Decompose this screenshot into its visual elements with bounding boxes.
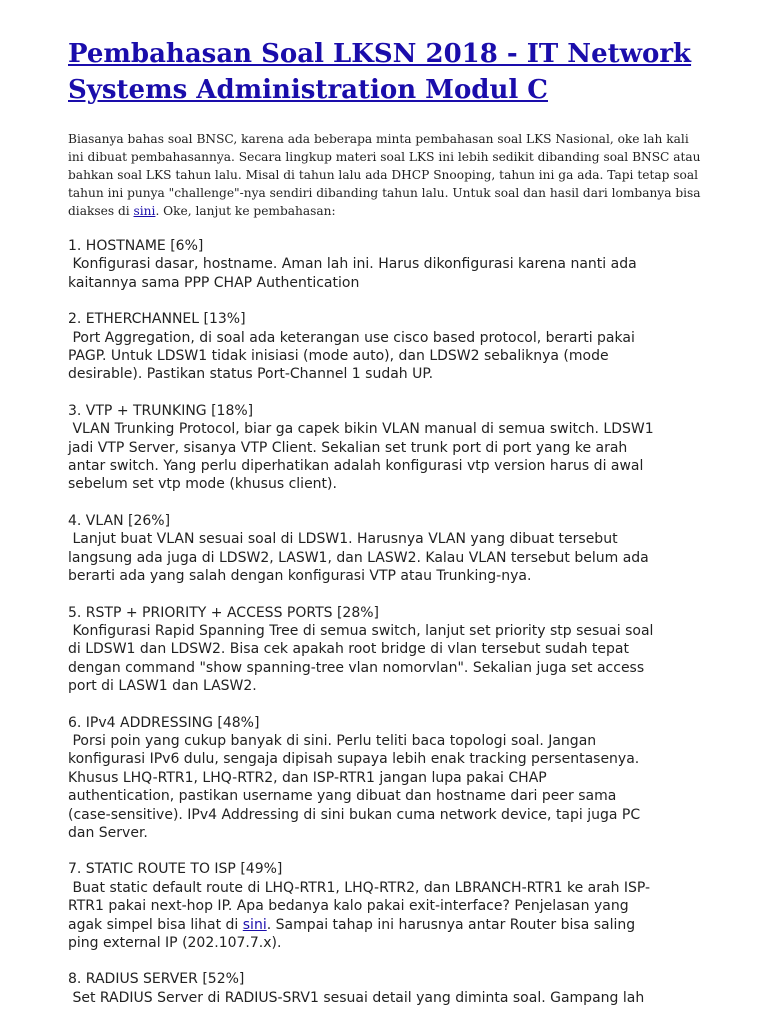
page-title xyxy=(68,36,708,108)
section-body-text: Buat static default route di LHQ-RTR1, LHQ-RTR2, dan LBRANCH-RTR1 ke arah ISP- RTR1 pakai next-hop IP. Apa bedanya kalo pakai exit-interface? Penjelasan yang agak simpel bisa lihat di xyxy=(68,879,651,933)
section-vlan xyxy=(68,512,708,586)
section-hostname xyxy=(68,237,708,292)
section-rstp xyxy=(68,604,708,696)
section-radius-server xyxy=(68,970,708,1007)
section-heading: 2. ETHERCHANNEL [13%] xyxy=(68,311,246,328)
section-heading: 5. RSTP + PRIORITY + ACCESS PORTS [28%] xyxy=(68,604,380,621)
intro-paragraph xyxy=(68,130,708,220)
intro-text: Biasanya bahas soal BNSC, karena ada beberapa minta pembahasan soal LKS Nasional, oke lah kali ini dibuat pembahasannya. Secara lingkup materi soal LKS ini lebih sedikit dibanding soal BNSC atau bahkan soal LKS tahun lalu. Misal di tahun lalu ada DHCP Snooping, tahun ini ga ada. Tapi tetap soal tahun ini punya "challenge"-nya sendiri dibanding tahun lalu. Untuk soal dan hasil dari lombanya bisa diakses di xyxy=(68,132,701,218)
section-body-text-end: . Sampai tahap ini harusnya antar Router bisa saling ping external IP (202.107.7.x). xyxy=(68,916,636,951)
section-body: Port Aggregation, di soal ada keterangan use cisco based protocol, berarti pakai PAGP. Untuk LDSW1 tidak inisiasi (mode auto), dan LDSW2 sebaliknya (mode desirable). Pastikan status Port-Channel 1 sudah UP. xyxy=(68,329,635,383)
section-body: Lanjut buat VLAN sesuai soal di LDSW1. Harusnya VLAN yang dibuat tersebut langsung ada juga di LDSW2, LASW1, dan LASW2. Kalau VLAN tersebut belum ada berarti ada yang salah dengan konfigurasi VTP atau Trunking-nya. xyxy=(68,531,649,585)
section-heading: 3. VTP + TRUNKING [18%] xyxy=(68,402,254,419)
section-body: Konfigurasi Rapid Spanning Tree di semua switch, lanjut set priority stp sesuai soal di LDSW1 dan LDSW2. Bisa cek apakah root bridge di vlan tersebut sudah tepat dengan command "show spanning-tree vlan nomorvlan". Sekalian juga set access port di LASW1 dan LASW2. xyxy=(68,622,654,695)
section-ipv4-addressing xyxy=(68,714,708,843)
section-body: Konfigurasi dasar, hostname. Aman lah ini. Harus dikonfigurasi karena nanti ada kaitannya sama PPP CHAP Authentication xyxy=(68,256,637,291)
static-route-link-sini[interactable]: sini xyxy=(242,916,267,933)
section-etherchannel xyxy=(68,310,708,384)
section-heading: 4. VLAN [26%] xyxy=(68,512,171,529)
section-heading: 1. HOSTNAME [6%] xyxy=(68,238,204,254)
section-body: Set RADIUS Server di RADIUS-SRV1 sesuai detail yang diminta soal. Gampang lah xyxy=(68,989,645,1006)
section-vtp-trunking xyxy=(68,402,708,494)
title-link[interactable]: Pembahasan Soal LKSN 2018 - IT Network Systems Administration Modul C xyxy=(68,39,692,105)
section-static-route xyxy=(68,860,708,952)
intro-link-sini[interactable]: sini xyxy=(133,204,156,218)
section-heading: 6. IPv4 ADDRESSING [48%] xyxy=(68,714,260,731)
section-body: Porsi poin yang cukup banyak di sini. Perlu teliti baca topologi soal. Jangan konfigurasi IPv6 dulu, sengaja dipisah supaya lebih enak tracking persentasenya. Khusus LHQ-RTR1, LHQ-RTR2, dan ISP-RTR1 jangan lupa pakai CHAP authentication, pastikan username yang dibuat dan hostname dari peer sama (case-sensitive). IPv4 Addressing di sini bukan cuma network device, tapi juga PC dan Server. xyxy=(68,732,641,841)
section-heading: 7. STATIC ROUTE TO ISP [49%] xyxy=(68,861,283,878)
intro-text-end: . Oke, lanjut ke pembahasan: xyxy=(155,204,336,218)
section-body xyxy=(68,879,708,953)
section-body: VLAN Trunking Protocol, biar ga capek bikin VLAN manual di semua switch. LDSW1 jadi VTP Server, sisanya VTP Client. Sekalian set trunk port di port yang ke arah antar switch. Yang perlu diperhatikan adalah konfigurasi vtp version harus di awal sebelum set vtp mode (khusus client). xyxy=(68,421,654,493)
article xyxy=(68,36,708,1025)
section-heading: 8. RADIUS SERVER [52%] xyxy=(68,971,245,988)
